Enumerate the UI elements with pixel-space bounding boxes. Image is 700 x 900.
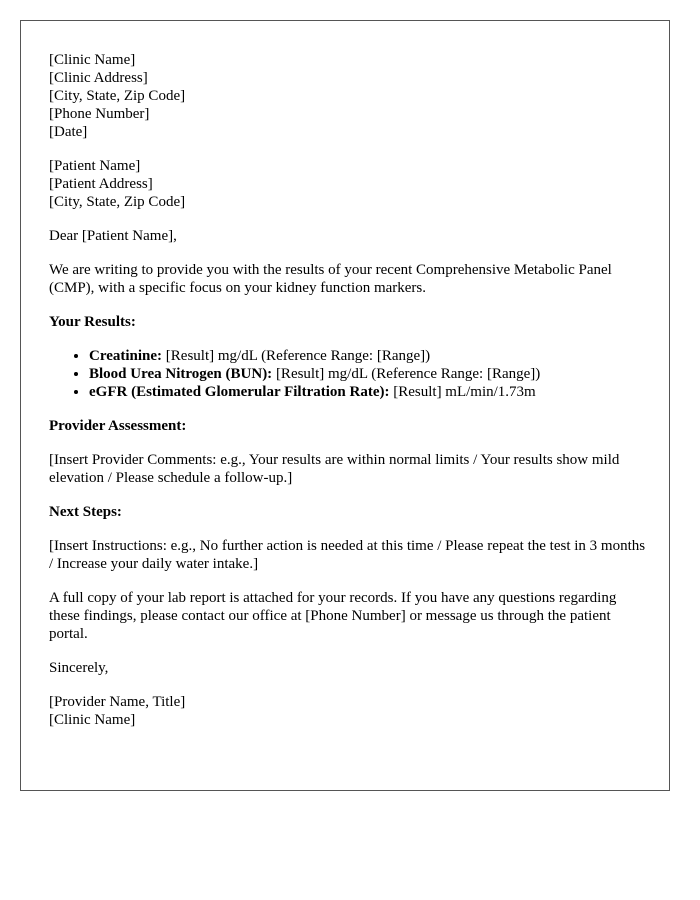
result-value-egfr: [Result] mL/min/1.73m bbox=[389, 384, 536, 400]
intro-paragraph: We are writing to provide you with the results of your recent Comprehensive Metabolic Panel (CMP), with a specific focus on your kidney function markers. bbox=[49, 262, 612, 296]
patient-city-state-zip: [City, State, Zip Code] bbox=[49, 194, 186, 210]
result-label-egfr: eGFR (Estimated Glomerular Filtration Rate): bbox=[89, 384, 390, 400]
result-value-bun: [Result] mg/dL (Reference Range: [Range]) bbox=[272, 366, 541, 382]
clinic-address: [Clinic Address] bbox=[49, 70, 148, 86]
closing-paragraph: A full copy of your lab report is attached for your records. If you have any questions regarding these findings, please contact our office at [Phone Number] or message us through the patient portal. bbox=[49, 590, 617, 642]
clinic-name: [Clinic Name] bbox=[49, 52, 136, 68]
list-item bbox=[89, 365, 649, 383]
list-item bbox=[89, 347, 649, 365]
letter-date: [Date] bbox=[49, 124, 88, 140]
signature-block bbox=[49, 693, 649, 729]
clinic-city-state-zip: [City, State, Zip Code] bbox=[49, 88, 186, 104]
result-value-creatinine: [Result] mg/dL (Reference Range: [Range]) bbox=[162, 348, 431, 364]
next-steps-text: [Insert Instructions: e.g., No further action is needed at this time / Please repeat the test in 3 months / Increase your daily water intake.] bbox=[49, 538, 646, 572]
patient-address: [Patient Address] bbox=[49, 176, 153, 192]
salutation: Dear [Patient Name], bbox=[49, 228, 177, 244]
result-label-bun: Blood Urea Nitrogen (BUN): bbox=[89, 366, 273, 382]
result-label-creatinine: Creatinine: bbox=[89, 348, 163, 364]
signature-clinic-name: [Clinic Name] bbox=[49, 712, 136, 728]
next-steps-heading: Next Steps: bbox=[49, 504, 122, 520]
closing: Sincerely, bbox=[49, 660, 109, 676]
patient-name: [Patient Name] bbox=[49, 158, 141, 174]
sender-address-block bbox=[49, 51, 649, 141]
results-list bbox=[49, 347, 649, 401]
assessment-text: [Insert Provider Comments: e.g., Your results are within normal limits / Your results show mild elevation / Please schedule a follow-up.] bbox=[49, 452, 620, 486]
recipient-address-block bbox=[49, 157, 649, 211]
results-heading: Your Results: bbox=[49, 314, 136, 330]
assessment-heading: Provider Assessment: bbox=[49, 418, 187, 434]
provider-name-title: [Provider Name, Title] bbox=[49, 694, 186, 710]
list-item bbox=[89, 383, 649, 401]
clinic-phone: [Phone Number] bbox=[49, 106, 150, 122]
letter-page bbox=[20, 20, 670, 791]
